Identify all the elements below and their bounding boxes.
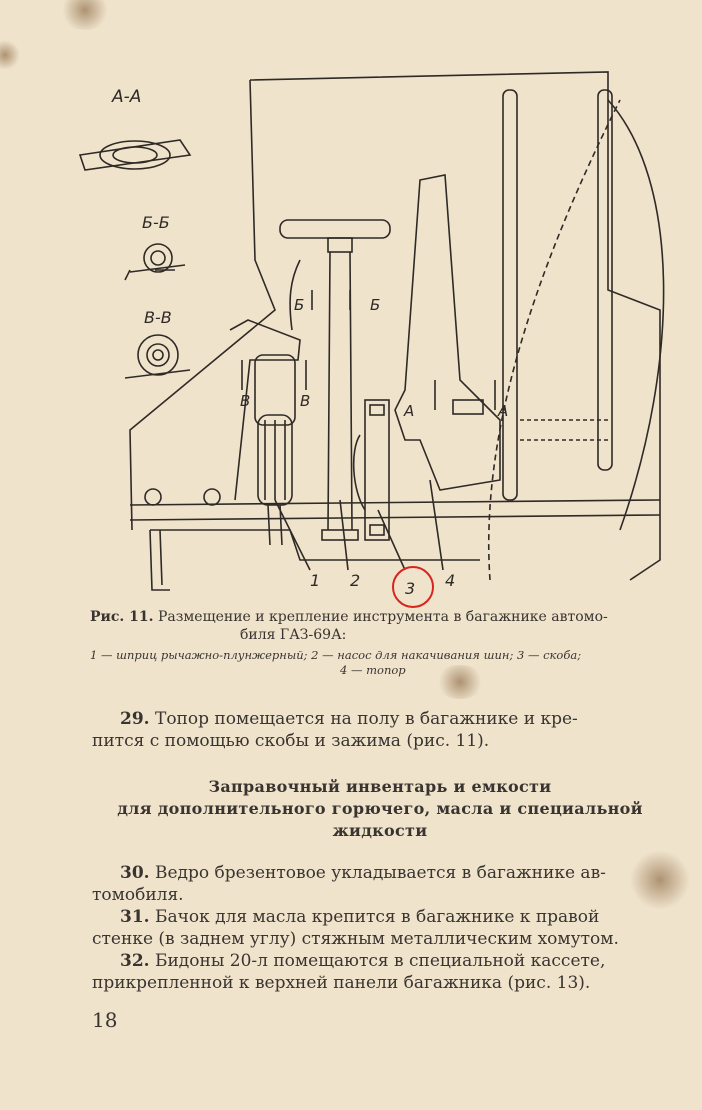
page-number: 18 — [92, 1008, 118, 1032]
section-heading — [90, 776, 670, 842]
figure-label: Рис. 11. — [90, 609, 154, 625]
figure-legend — [90, 648, 670, 678]
cut-letter: Б — [294, 296, 305, 314]
paragraph-number: 30. — [120, 863, 150, 883]
paragraph-31 — [92, 906, 672, 950]
callout-3: 3 — [405, 579, 416, 598]
paragraph-number: 32. — [120, 951, 150, 971]
cut-letter: А — [498, 402, 509, 420]
cut-letter: В — [240, 392, 251, 410]
callout-4: 4 — [445, 571, 456, 590]
paragraph-30 — [92, 862, 672, 906]
paragraph-continuation: томобиля. — [92, 885, 184, 905]
caption-text-line1: Размещение и крепление инструмента в багажнике автомо- — [158, 609, 608, 625]
heading-line2: для дополнительного горючего, масла и специальной — [117, 799, 643, 818]
paragraph-text: Топор помещается на полу в багажнике и кре- — [154, 709, 578, 729]
callout-1: 1 — [310, 571, 321, 590]
paragraph-29 — [92, 708, 672, 752]
legend-line1: 1 — шприц рычажно-плунжерный; 2 — насос для накачивания шин; 3 — скоба; — [90, 648, 582, 662]
paragraph-continuation: пится с помощью скобы и зажима (рис. 11). — [92, 731, 490, 751]
paragraph-number: 31. — [120, 907, 150, 927]
cut-letter: А — [404, 402, 415, 420]
paragraph-text: Ведро брезентовое укладывается в багажнике ав- — [154, 863, 606, 883]
paper-stain — [60, 0, 110, 30]
cut-letter: Б — [370, 296, 381, 314]
section-label-aa: А-А — [112, 87, 142, 107]
figure-caption — [90, 608, 670, 644]
tool-layout-diagram — [60, 60, 680, 620]
section-label-vv: В-В — [144, 308, 172, 327]
paragraph-text: Бачок для масла крепится в багажнике к правой — [154, 907, 600, 927]
paragraph-number: 29. — [120, 709, 150, 729]
paper-stain — [0, 40, 20, 70]
highlight-circle — [392, 566, 434, 608]
heading-line3: жидкости — [332, 821, 428, 840]
caption-text-line2: биля ГАЗ-69А: — [240, 627, 347, 643]
heading-line1: Заправочный инвентарь и емкости — [208, 777, 552, 796]
callout-2: 2 — [350, 571, 361, 590]
paragraph-continuation: стенке (в заднем углу) стяжным металлическим хомутом. — [92, 929, 619, 949]
paragraph-32 — [92, 950, 672, 994]
section-label-bb: Б-Б — [142, 213, 170, 232]
paragraph-text: Бидоны 20-л помещаются в специальной кассете, — [154, 951, 606, 971]
cut-letter: В — [300, 392, 311, 410]
paragraph-continuation: прикрепленной к верхней панели багажника (рис. 13). — [92, 973, 591, 993]
legend-line2: 4 — топор — [340, 663, 406, 677]
